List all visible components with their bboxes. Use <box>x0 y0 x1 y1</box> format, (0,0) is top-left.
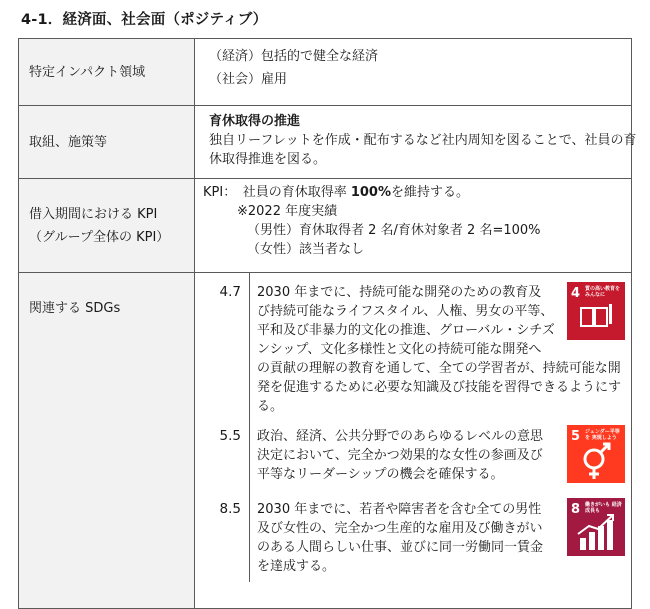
action-row <box>19 106 632 179</box>
impact-label: 特定インパクト領域 <box>19 39 195 106</box>
sdg-text-line: び持続可能なライフスタイル、人権、男女の平等、 <box>257 304 554 319</box>
sdg-target-number: 8.5 <box>219 501 241 517</box>
sdg-goal-5-icon <box>567 425 625 483</box>
kpi-result-heading: ※2022 年度実績 <box>237 204 338 219</box>
sdg-text-line: の貢献の理解の教育を通して、全ての学習者が、持続可能な開 <box>257 361 621 376</box>
sdg-target-number: 4.7 <box>219 284 241 300</box>
impact-line-economy: （経済）包括的で健全な経済 <box>209 49 379 64</box>
kpi-label-line2: （グループ全体の KPI） <box>29 229 170 245</box>
action-line-1: 独自リーフレットを作成・配布するなど社内周知を図ることで、社員の育 <box>209 133 637 148</box>
sdg-goal-4-icon <box>567 282 625 340</box>
kpi-result-male: （男性）育休取得者 2 名/育休対象者 2 名=100% <box>247 223 541 238</box>
impact-table <box>18 38 637 609</box>
action-content <box>195 106 637 179</box>
kpi-result-female: （女性）該当者なし <box>247 242 365 257</box>
impact-row <box>19 39 632 106</box>
kpi-label-line1: 借入期間における KPI <box>29 206 158 222</box>
kpi-content <box>195 179 632 273</box>
sdgs-label: 関連する SDGs <box>19 273 195 609</box>
sdg-text-line: のある人間らしい仕事、並びに同一労働同一賃金 <box>257 540 544 555</box>
kpi-prefix: KPI： 社員の育休取得率 <box>203 185 351 200</box>
sdgs-divider <box>249 273 250 582</box>
sdg-goal-caption: 質の高い教育を みんなに <box>585 286 621 298</box>
kpi-statement <box>203 183 621 202</box>
action-heading: 育休取得の推進 <box>209 114 301 129</box>
section-title: 4-1．経済面、社会面（ポジティブ） <box>21 12 268 28</box>
sdg-text-line: 政治、経済、公共分野でのあらゆるレベルの意思 <box>257 429 544 444</box>
action-line-2: 休取得推進を図る。 <box>209 152 327 167</box>
sdg-text-line: 2030 年までに、持続可能な開発のための教育及 <box>257 285 542 300</box>
sdg-text-line: 2030 年までに、若者や障害者を含む全ての男性 <box>257 502 542 517</box>
sdg-goal-number: 8 <box>571 502 581 517</box>
impact-content <box>195 39 632 106</box>
kpi-row <box>19 179 632 273</box>
sdg-target-number: 5.5 <box>219 428 241 444</box>
sdgs-content <box>195 273 632 609</box>
kpi-value: 100% <box>350 185 392 200</box>
kpi-suffix: を維持する。 <box>391 185 470 200</box>
sdgs-row <box>19 273 632 609</box>
sdg-goal-number: 4 <box>571 286 581 301</box>
sdg-text-line: 及び女性の、完全かつ生産的な雇用及び働きがい <box>257 521 543 536</box>
sdg-goal-8-icon <box>567 498 625 556</box>
sdg-text-line: 平和及び非暴力的文化の推進、グローバル・シチズ <box>257 323 555 338</box>
sdg-goal-number: 5 <box>571 429 581 444</box>
sdg-goal-caption: ジェンダー平等を 実現しよう <box>585 429 620 441</box>
sdg-text-line: 発を促進するために必要な知識及び技能を習得できるようにす <box>257 380 622 395</box>
sdg-text-line: 平等なリーダーシップの機会を確保する。 <box>257 467 504 482</box>
action-label: 取組、施策等 <box>19 106 195 179</box>
sdg-text-line: 決定において、完全かつ効果的な女性の参画及び <box>257 448 543 463</box>
sdg-goal-caption: 働きがいも 経済成長も <box>585 502 622 514</box>
sdg-text-line: る。 <box>257 399 284 414</box>
sdg-target-text <box>257 500 559 576</box>
sdg-target-text <box>257 427 559 484</box>
impact-line-social: （社会）雇用 <box>209 72 288 87</box>
sdg-text-line: ンシップ、文化多様性と文化の持続可能な開発へ <box>257 342 542 357</box>
kpi-label <box>19 179 195 273</box>
sdg-text-line: を達成する。 <box>257 559 336 574</box>
